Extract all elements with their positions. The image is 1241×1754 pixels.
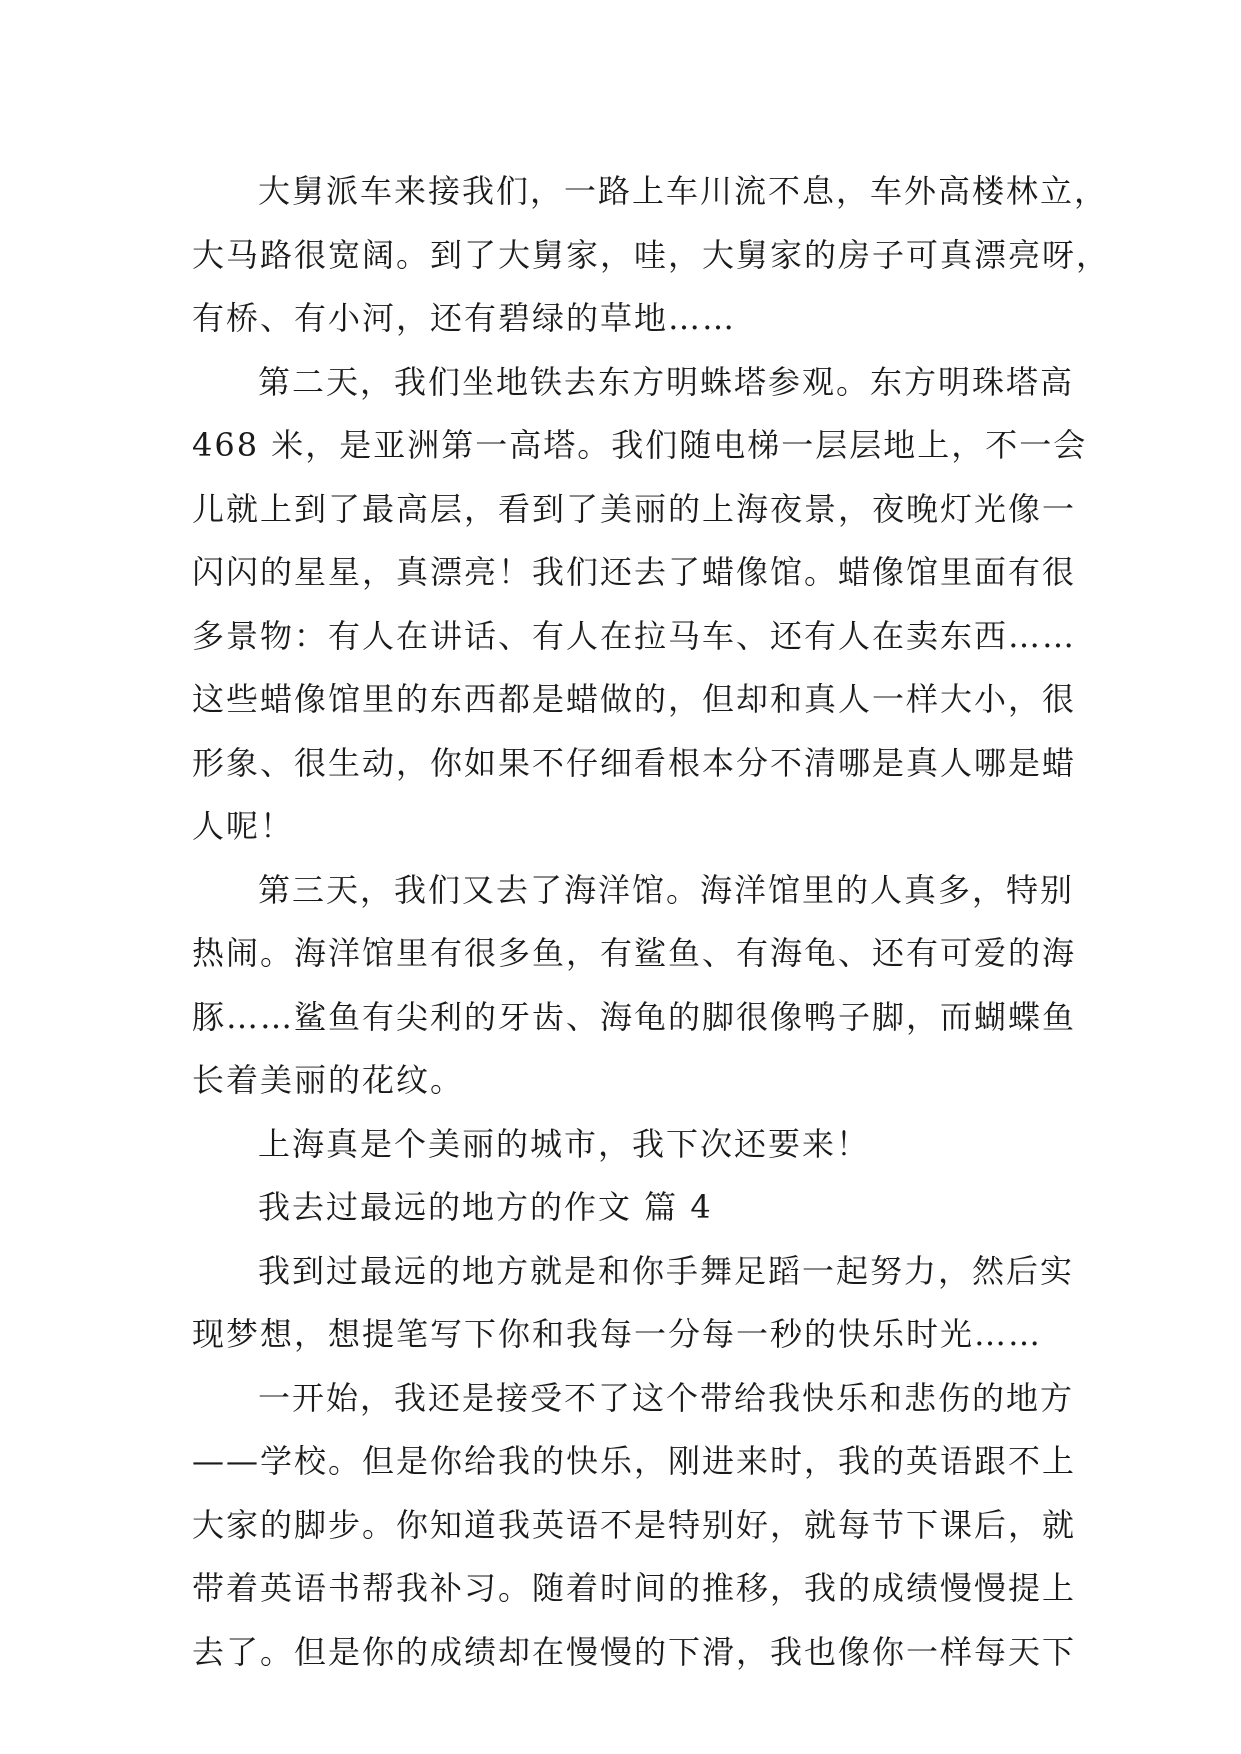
text-line: 上海真是个美丽的城市，我下次还要来！ (258, 1124, 871, 1163)
text-line: 大马路很宽阔。到了大舅家，哇，大舅家的房子可真漂亮呀， (192, 235, 1111, 274)
text-line: ——学校。但是你给我的快乐，刚进来时，我的英语跟不上 (192, 1442, 1077, 1480)
text-line: 人呢！ (192, 807, 295, 845)
text-line: 带着英语书帮我补习。随着时间的推移，我的成绩慢慢提上 (192, 1569, 1077, 1607)
text-line: 一开始，我还是接受不了这个带给我快乐和悲伤的地方 (258, 1378, 1075, 1417)
text-line: 多景物：有人在讲话、有人在拉马车、还有人在卖东西…… (192, 616, 1077, 655)
essay-text (192, 160, 1111, 1684)
text-line: 闪闪的星星，真漂亮！我们还去了蜡像馆。蜡像馆里面有很 (192, 553, 1077, 591)
text-line: 儿就上到了最高层，看到了美丽的上海夜景，夜晚灯光像一 (192, 489, 1077, 528)
text-line: 大家的脚步。你知道我英语不是特别好，就每节下课后，就 (192, 1505, 1077, 1544)
text-line: 有桥、有小河，还有碧绿的草地…… (192, 299, 737, 337)
text-line: 去了。但是你的成绩却在慢慢的下滑，我也像你一样每天下 (192, 1632, 1077, 1671)
text-line: 我去过最远的地方的作文 篇 4 (258, 1188, 713, 1226)
text-line: 第二天，我们坐地铁去东方明蛛塔参观。东方明珠塔高 (258, 362, 1075, 401)
text-line: 这些蜡像馆里的东西都是蜡做的，但却和真人一样大小，很 (192, 680, 1077, 718)
text-line: 现梦想，想提笔写下你和我每一分每一秒的快乐时光…… (192, 1315, 1043, 1353)
text-line: 豚……鲨鱼有尖利的牙齿、海龟的脚很像鸭子脚，而蝴蝶鱼 (192, 997, 1077, 1036)
text-line: 长着美丽的花纹。 (192, 1061, 465, 1099)
text-line: 我到过最远的地方就是和你手舞足蹈一起努力，然后实 (258, 1251, 1075, 1290)
text-line: 468 米，是亚洲第一高塔。我们随电梯一层层地上，不一会 (192, 426, 1088, 464)
text-line: 第三天，我们又去了海洋馆。海洋馆里的人真多，特别 (258, 870, 1075, 909)
text-line: 热闹。海洋馆里有很多鱼，有鲨鱼、有海龟、还有可爱的海 (192, 934, 1077, 972)
text-line: 形象、很生动，你如果不仔细看根本分不清哪是真人哪是蜡 (192, 743, 1077, 782)
text-line: 大舅派车来接我们，一路上车川流不息，车外高楼林立， (258, 172, 1109, 210)
